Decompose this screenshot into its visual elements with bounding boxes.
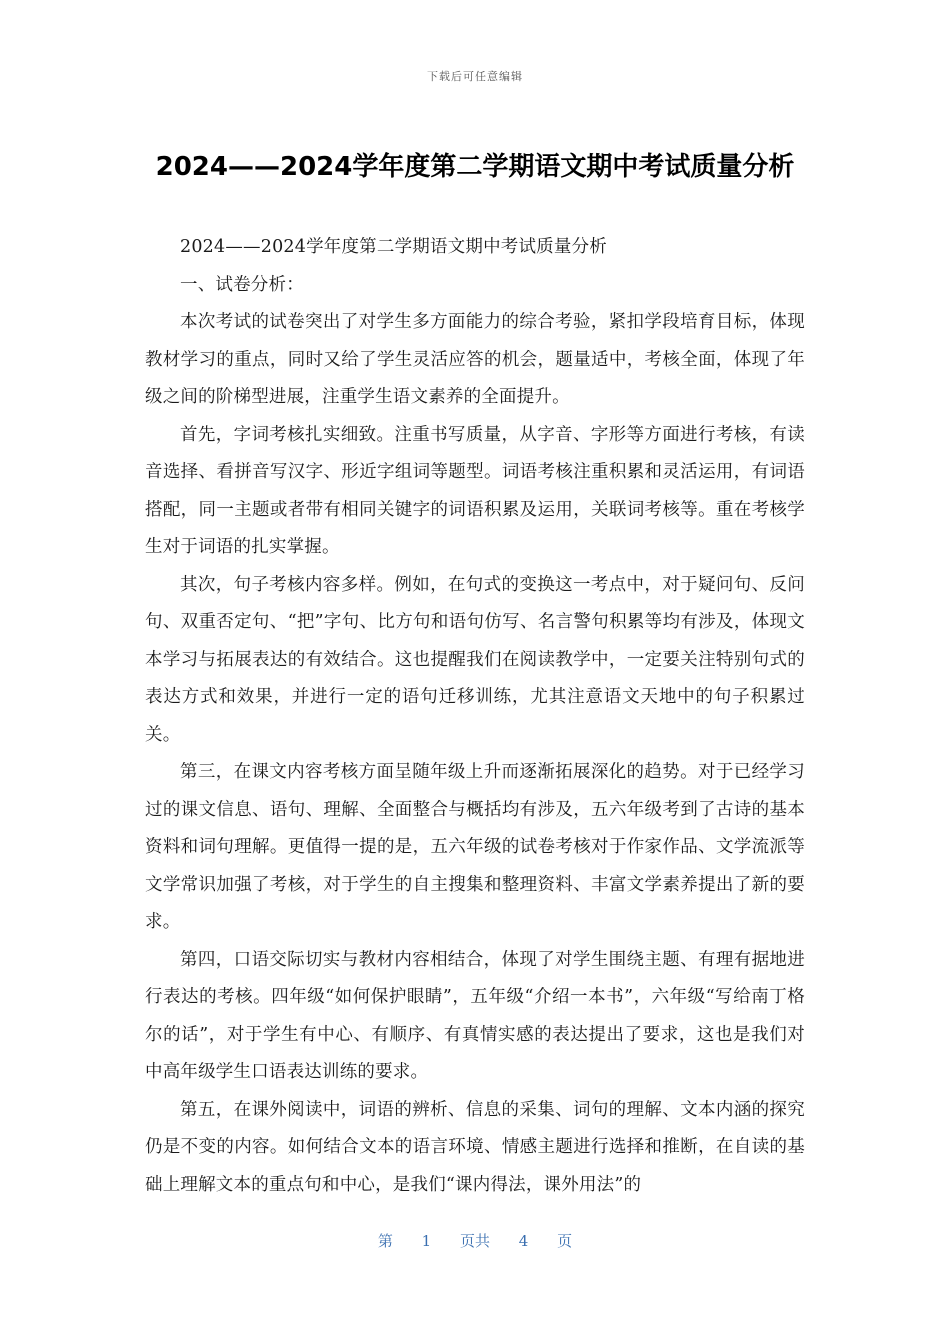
header-note: 下载后可任意编辑 (427, 70, 523, 83)
paragraph-third: 第三，在课文内容考核方面呈随年级上升而逐渐拓展深化的趋势。对于已经学习过的课文信息、语句、理解、全面整合与概括均有涉及，五六年级考到了古诗的基本资料和词句理解。更值得一提的是，五六年级的试卷考核对于作家作品、文学流派等文学常识加强了考核，对于学生的自主搜集和整理资料、丰富文学素养提出了新的要求。 (145, 762, 805, 932)
paragraph-second: 其次，句子考核内容多样。例如，在句式的变换这一考点中，对于疑问句、反问句、双重否定句、“把”字句、比方句和语句仿写、名言警句积累等均有涉及，体现文本学习与拓展表达的有效结合。这也提醒我们在阅读教学中，一定要关注特别句式的表达方式和效果，并进行一定的语句迁移训练，尤其注意语文天地中的句子积累过关。 (145, 574, 805, 745)
footer-word-ye-gong: 页共 (459, 1232, 490, 1250)
footer-word-di: 第 (377, 1232, 393, 1250)
footer-word-ye: 页 (557, 1232, 573, 1250)
total-page-count: 4 (518, 1232, 529, 1250)
document-body (145, 229, 805, 1204)
paragraph-fourth: 第四，口语交际切实与教材内容相结合，体现了对学生围绕主题、有理有据地进行表达的考核。四年级“如何保护眼睛”，五年级“介绍一本书”，六年级“写给南丁格尔的话”，对于学生有中心、有顺序、有真情实感的表达提出了要求，这也是我们对中高年级学生口语表达训练的要求。 (145, 949, 805, 1082)
paragraph-first: 首先，字词考核扎实细致。注重书写质量，从字音、字形等方面进行考核，有读音选择、看拼音写汉字、形近字组词等题型。词语考核注重积累和灵活运用，有词语搭配，同一主题或者带有相同关键字的词语积累及运用，关联词考核等。重在考核学生对于词语的扎实掌握。 (145, 424, 805, 557)
paragraph-overview: 本次考试的试卷突出了对学生多方面能力的综合考验，紧扣学段培育目标，体现教材学习的重点，同时又给了学生灵活应答的机会，题量适中，考核全面，体现了年级之间的阶梯型进展，注重学生语文素养的全面提升。 (145, 312, 805, 407)
current-page-number: 1 (421, 1232, 432, 1250)
paragraph-section-heading: 一、试卷分析： (180, 274, 304, 295)
paragraph-subtitle: 2024——2024学年度第二学期语文期中考试质量分析 (180, 237, 607, 257)
paragraph-fifth: 第五，在课外阅读中，词语的辨析、信息的采集、词句的理解、文本内涵的探究仍是不变的内容。如何结合文本的语言环境、情感主题进行选择和推断，在自读的基础上理解文本的重点句和中心，是我们“课内得法，课外用法”的 (145, 1099, 805, 1195)
document-title: 2024——2024学年度第二学期语文期中考试质量分析 (155, 152, 795, 182)
page-footer (0, 1230, 950, 1251)
